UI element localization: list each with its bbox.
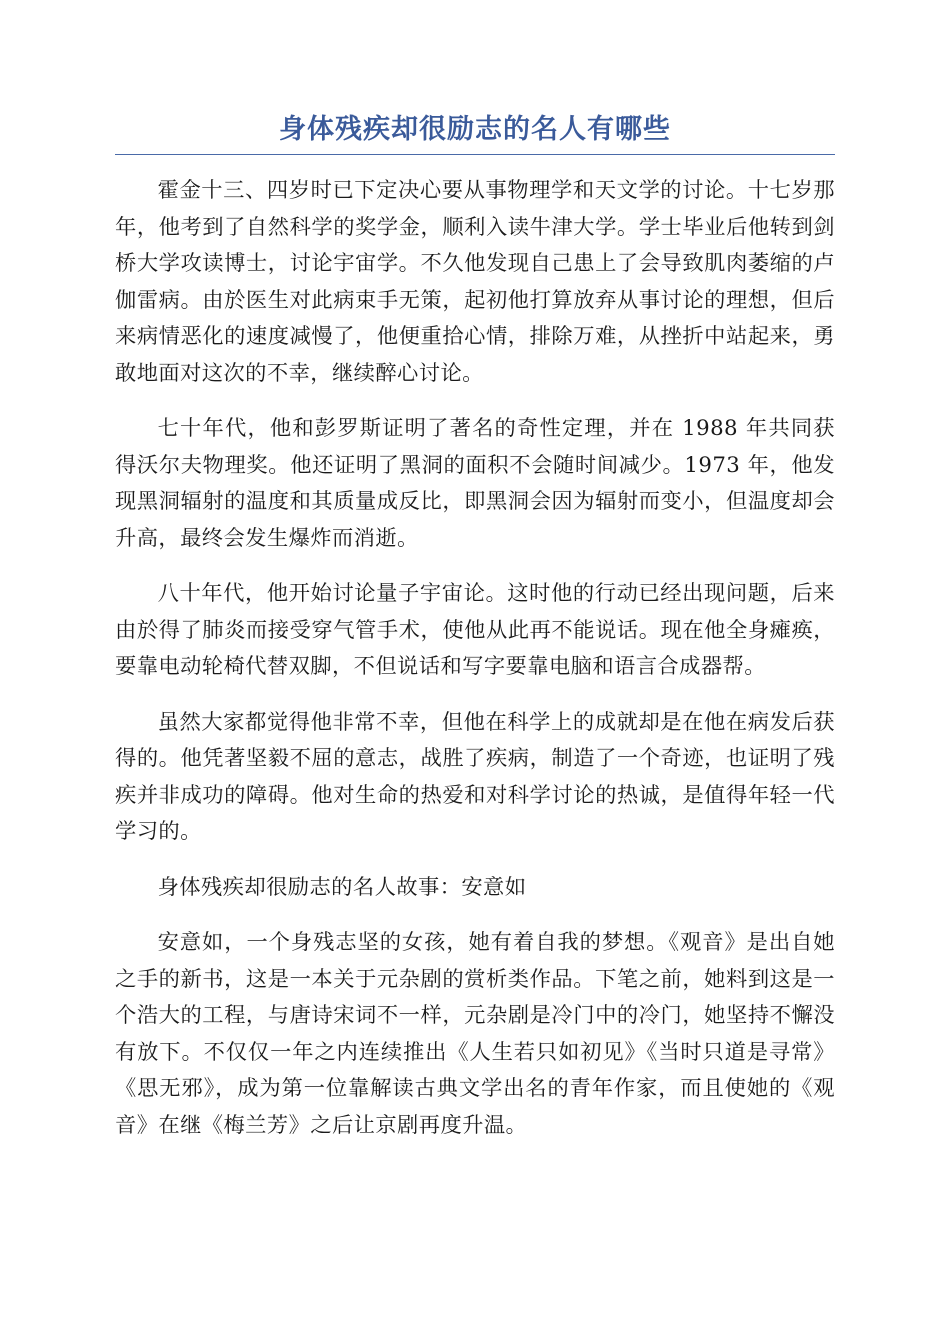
paragraph-hawking-eighties: 八十年代，他开始讨论量子宇宙论。这时他的行动已经出现问题，后来由於得了肺炎而接受穿气管手术，使他从此再不能说话。现在他全身瘫痪，要靠电动轮椅代替双脚，不但说话和写字要靠电脑和语言合成器帮。 (115, 581, 835, 679)
title-underline (115, 154, 835, 155)
paragraph-hawking-conclusion: 虽然大家都觉得他非常不幸，但他在科学上的成就却是在他在病发后获得的。他凭著坚毅不屈的意志，战胜了疾病，制造了一个奇迹，也证明了残疾并非成功的障碍。他对生命的热爱和对科学讨论的热诚，是值得年轻一代学习的。 (115, 709, 835, 844)
document-title: 身体残疾却很励志的名人有哪些 (279, 114, 671, 145)
document-page (115, 110, 835, 1163)
paragraph-hawking-seventies: 七十年代，他和彭罗斯证明了著名的奇性定理，并在 1988 年共同获得沃尔夫物理奖。他还证明了黑洞的面积不会随时间减少。1973 年，他发现黑洞辐射的温度和其质量成反比，即黑洞会因为辐射而变小，但温度却会升高，最终会发生爆炸而消逝。 (115, 416, 835, 551)
paragraph-hawking-early: 霍金十三、四岁时已下定决心要从事物理学和天文学的讨论。十七岁那年，他考到了自然科学的奖学金，顺利入读牛津大学。学士毕业后他转到剑桥大学攻读博士，讨论宇宙学。不久他发现自己患上了会导致肌肉萎缩的卢伽雷病。由於医生对此病束手无策，起初他打算放弃从事讨论的理想，但后来病情恶化的速度减慢了，他便重拾心情，排除万难，从挫折中站起来，勇敢地面对这次的不幸，继续醉心讨论。 (115, 178, 835, 386)
paragraph-an-yiru: 安意如，一个身残志坚的女孩，她有着自我的梦想。《观音》是出自她之手的新书，这是一本关于元杂剧的赏析类作品。下笔之前，她料到这是一个浩大的工程，与唐诗宋词不一样，元杂剧是冷门中的冷门，她坚持不懈没有放下。不仅仅一年之内连续推出《人生若只如初见》《当时只道是寻常》《思无邪》，成为第一位靠解读古典文学出名的青年作家，而且使她的《观音》在继《梅兰芳》之后让京剧再度升温。 (115, 930, 835, 1138)
section-heading-an-yiru: 身体残疾却很励志的名人故事：安意如 (157, 874, 527, 900)
